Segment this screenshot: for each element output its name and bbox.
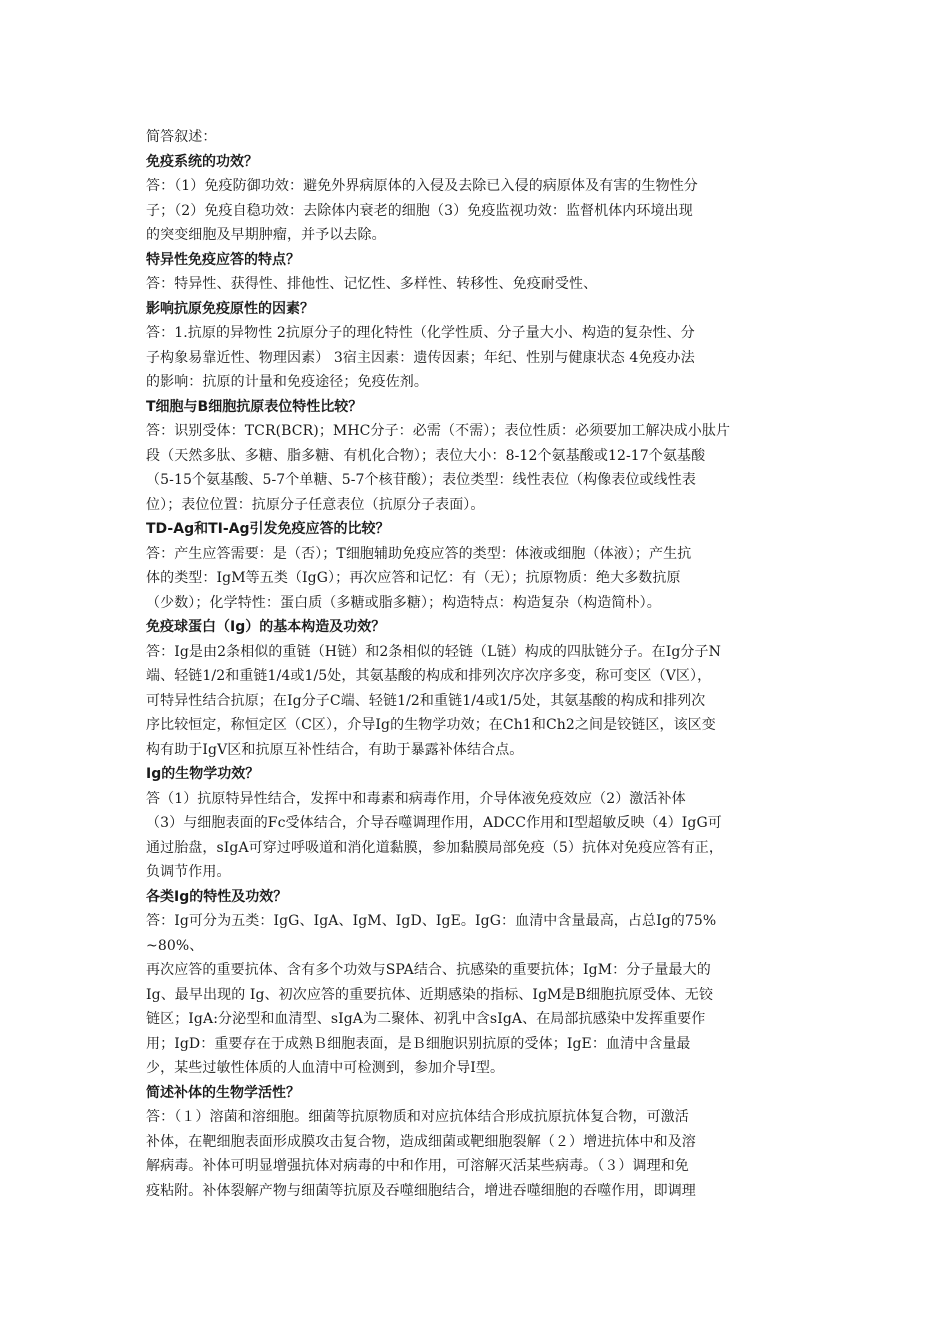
- section-heading: 免疫系统的功效？: [146, 153, 258, 170]
- answer-line: 答：识别受体：TCR(BCR)；MHC分子：必需（不需）；表位性质：必须要加工解决成小肽片: [146, 423, 731, 439]
- answer-line: 构有助于IgV区和抗原互补性结合，有助于暴露补体结合点。: [146, 741, 524, 758]
- answer-line: 体的类型：IgM等五类（IgG）；再次应答和记忆：有（无）；抗原物质：绝大多数抗原: [146, 570, 681, 586]
- answer-line: 答：特异性、获得性、排他性、记忆性、多样性、转移性、免疫耐受性、: [146, 276, 598, 292]
- answer-line: 解病毒。补体可明显增强抗体对病毒的中和作用，可溶解灭活某些病毒。（３）调理和免: [146, 1158, 689, 1174]
- section-heading: T细胞与B细胞抗原表位特性比较？: [146, 398, 363, 415]
- answer-line: 答：Ig可分为五类：IgG、IgA、IgM、IgD、IgE。IgG：血清中含量最高，占总Ig的75%: [146, 913, 717, 929]
- intro-text: 简答叙述：: [146, 129, 217, 145]
- answer-line: 答：（1）免疫防御功效：避免外界病原体的入侵及去除已入侵的病原体及有害的生物性分: [146, 178, 698, 194]
- section-heading: 简述补体的生物学活性？: [146, 1084, 300, 1101]
- section-heading: TD-Ag和TI-Ag引发免疫应答的比较？: [146, 521, 390, 537]
- section-heading: 各类Ig的特性及功效？: [146, 888, 288, 905]
- answer-line: 少，某些过敏性体质的人血清中可检测到，参加介导Ⅰ型。: [146, 1060, 505, 1076]
- answer-line: 子；（2）免疫自稳功效：去除体内衰老的细胞（3）免疫监视功效：监督机体内环境出现: [146, 202, 693, 219]
- answer-line: 用；IgD：重要存在于成熟Ｂ细胞表面，是Ｂ细胞识别抗原的受体；IgE：血清中含量最: [146, 1035, 691, 1052]
- answer-line: 答：（１）溶菌和溶细胞。细菌等抗原物质和对应抗体结合形成抗原抗体复合物，可激活: [146, 1109, 689, 1125]
- answer-line: 可特异性结合抗原；在Ig分子C端、轻链1/2和重链1/4或1/5处，其氨基酸的构成和排列次: [146, 692, 706, 709]
- answer-line: 序比较恒定，称恒定区（C区），介导Ig的生物学功效；在Ch1和Ch2之间是铰链区，该区变: [146, 717, 716, 733]
- answer-line: （5-15个氨基酸、5-7个单糖、5-7个核苷酸）；表位类型：线性表位（构像表位或线性表: [146, 472, 696, 488]
- answer-line: （少数）；化学特性：蛋白质（多糖或脂多糖）；构造特点：构造复杂（构造简朴）。: [146, 594, 661, 611]
- answer-line: 补体，在靶细胞表面形成膜攻击复合物，造成细菌或靶细胞裂解（２）增进抗体中和及溶: [146, 1133, 696, 1150]
- answer-line: Ig、最早出现的 Ig、初次应答的重要抗体、近期感染的指标、IgM是B细胞抗原受体、无铰: [146, 986, 713, 1003]
- section-heading: Ig的生物学功效？: [146, 766, 260, 782]
- answer-line: 疫粘附。补体裂解产物与细菌等抗原及吞噬细胞结合，增进吞噬细胞的吞噬作用，即调理: [146, 1182, 696, 1199]
- answer-line: 答：Ig是由2条相似的重链（H链）和2条相似的轻链（L链）构成的四肽链分子。在Ig分子N: [146, 643, 721, 660]
- section-heading: 免疫球蛋白（Ig）的基本构造及功效？: [146, 619, 386, 635]
- answer-line: 位）；表位位置：抗原分子任意表位（抗原分子表面）。: [146, 496, 485, 513]
- answer-line: 子构象易靠近性、物理因素） 3宿主因素：遗传因素；年纪、性别与健康状态 4免疫办法: [146, 349, 695, 366]
- document-page: [146, 125, 818, 1203]
- answer-line: 再次应答的重要抗体、含有多个功效与SPA结合、抗感染的重要抗体；IgM：分子量最大的: [146, 962, 711, 978]
- answer-line: 答：1.抗原的异物性 2抗原分子的理化特性（化学性质、分子量大小、构造的复杂性、分: [146, 325, 695, 341]
- section-heading: 影响抗原免疫原性的因素？: [146, 300, 314, 317]
- answer-line: 负调节作用。: [146, 864, 231, 880]
- section-heading: 特异性免疫应答的特点？: [146, 251, 300, 268]
- answer-line: 链区；IgA:分泌型和血清型、sIgA为二聚体、初乳中含sIgA、在局部抗感染中发挥重要作: [146, 1011, 706, 1027]
- answer-line: 段（天然多肽、多糖、脂多糖、有机化合物）；表位大小：8-12个氨基酸或12-17个氨基酸: [146, 447, 706, 464]
- answer-line: 端、轻链1/2和重链1/4或1/5处，其氨基酸的构成和排列次序次序多变，称可变区（V区），: [146, 668, 712, 684]
- answer-line: 通过胎盘，sIgA可穿过呼吸道和消化道黏膜，参加黏膜局部免疫（5）抗体对免疫应答有正，: [146, 839, 723, 856]
- answer-line: 答：产生应答需要：是（否）；T细胞辅助免疫应答的类型：体液或细胞（体液）；产生抗: [146, 545, 692, 562]
- answer-line: （3）与细胞表面的Fc受体结合，介导吞噬调理作用，ADCC作用和I型超敏反映（4）IgG可: [146, 815, 722, 831]
- answer-line: 的突变细胞及早期肿瘤，并予以去除。: [146, 227, 386, 243]
- answer-line: 答（1）抗原特异性结合，发挥中和毒素和病毒作用，介导体液免疫效应（2）激活补体: [146, 790, 686, 807]
- answer-line: ~80%、: [146, 937, 204, 954]
- answer-line: 的影响：抗原的计量和免疫途径；免疫佐剂。: [146, 374, 428, 390]
